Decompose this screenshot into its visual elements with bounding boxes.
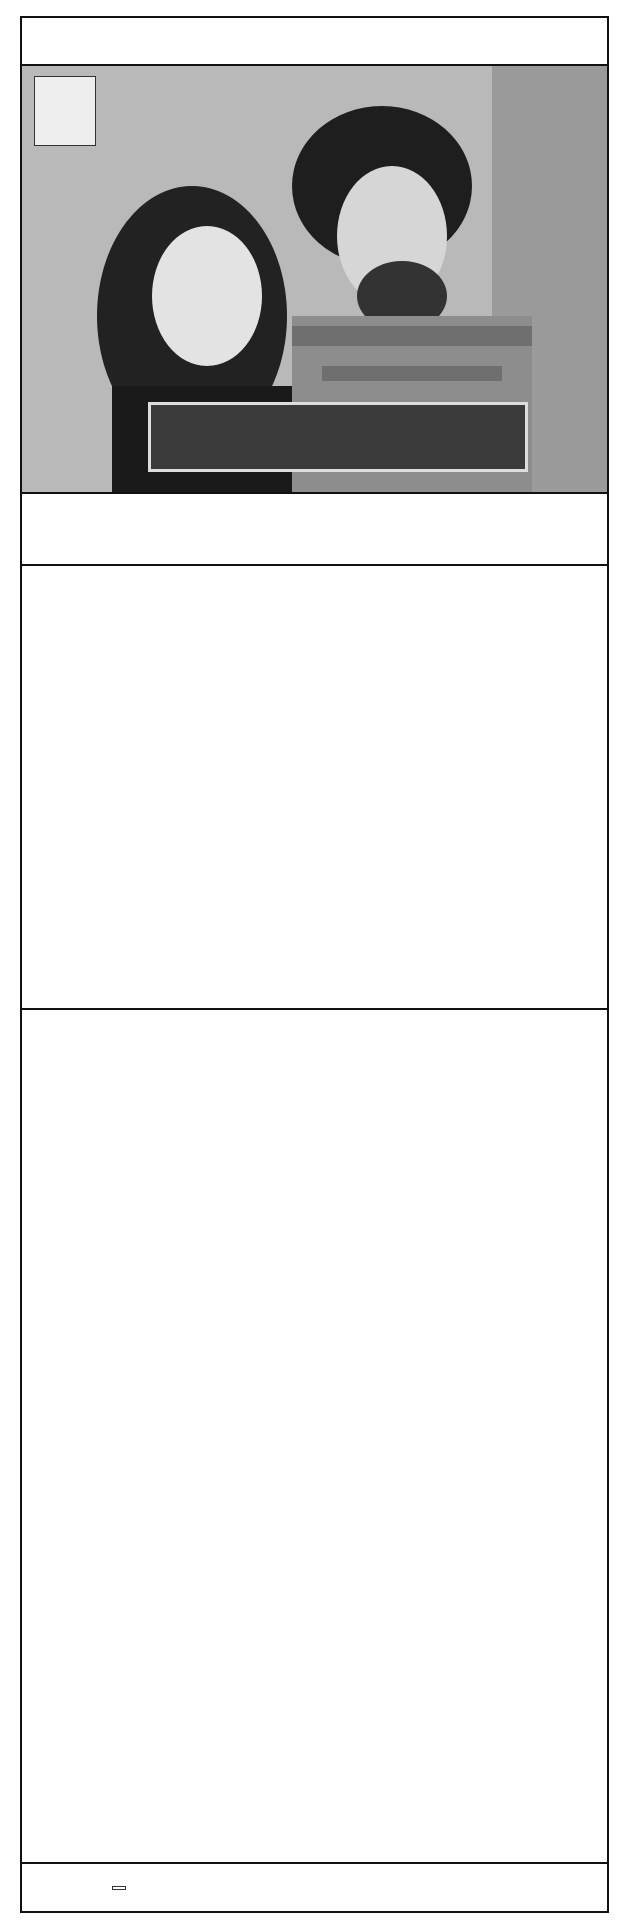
production-logo: [34, 76, 96, 146]
main-theatre: [22, 494, 607, 566]
release-banner: [22, 18, 607, 66]
footer-note: [112, 1886, 126, 1890]
district-columns: [22, 1008, 607, 1860]
movie-title-panel: [148, 402, 528, 472]
ad-footer: [22, 1862, 607, 1911]
